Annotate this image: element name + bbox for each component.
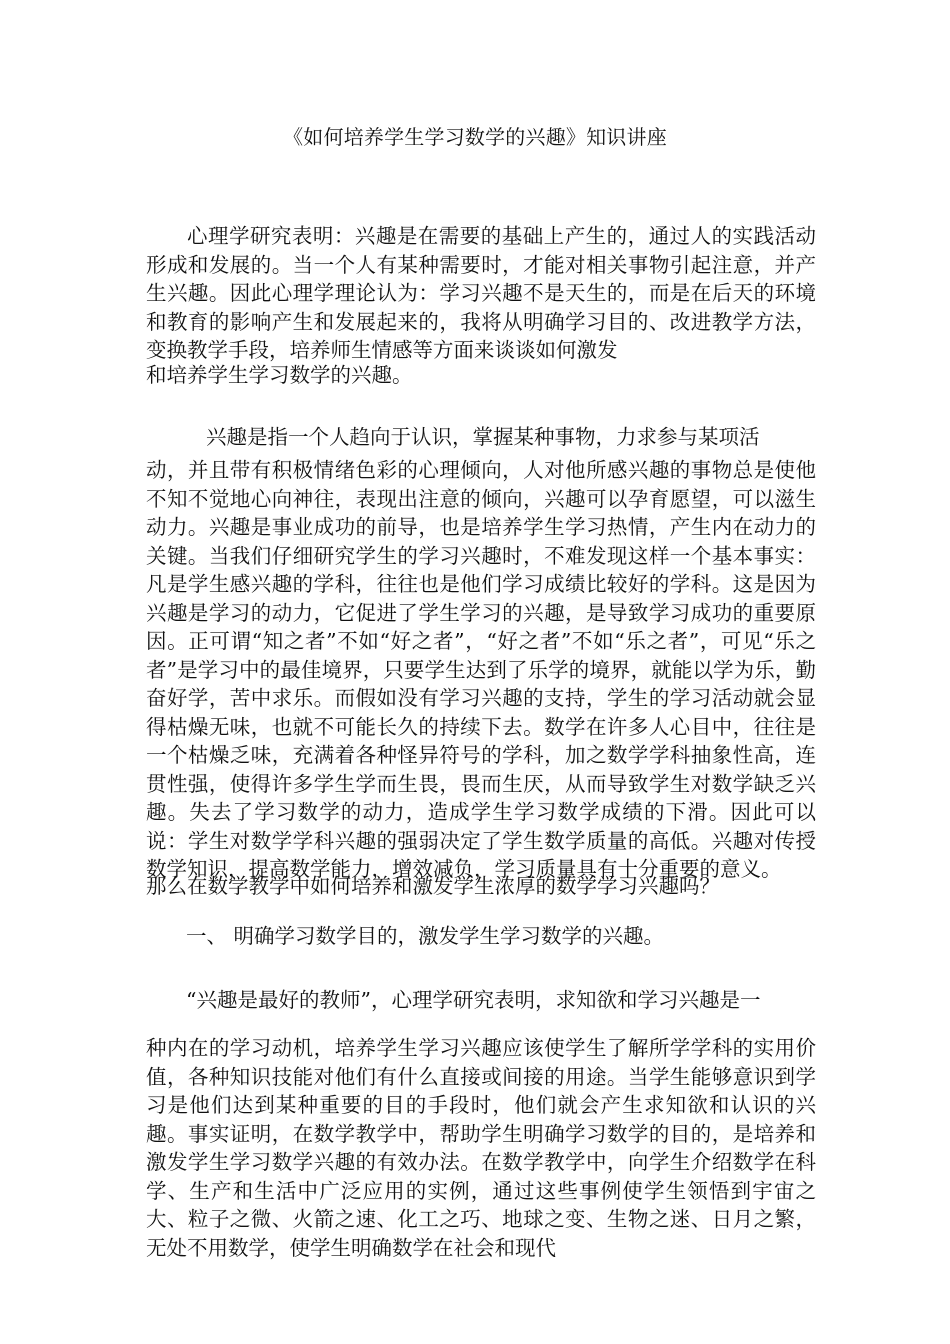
paragraph-interest-first-line: 兴趣是指一个人趋向于认识，掌握某种事物，力求参与某项活 [206,425,760,449]
paragraph-goal-body: 种内在的学习动机，培养学生学习兴趣应该使学生了解所学学科的实用价值，各种知识技能对他们有什么直接或间接的用途。当学生能够意识到学习是他们达到某种重要的目的手段时，他们就会产生求知欲和认识的兴趣。事实证明，在数学教学中，帮助学生明确学习数学的目的，是培养和激发学生学习数学兴趣的有效办法。在数学教学中，向学生介绍数学在科学、生产和生活中广泛应用的实例，通过这些事例使学生领悟到宇宙之大、粒子之微、火箭之速、化工之巧、地球之变、生物之迷、日月之繁，无处不用数学，使学生明确数学在社会和现代 [146,1036,816,1260]
paragraph-goal-first-line: “兴趣是最好的教师”，心理学研究表明，求知欲和学习兴趣是一 [186,988,761,1012]
paragraph-intro-tail: 和培养学生学习数学的兴趣。 [146,363,413,387]
section-heading-1: 一、 明确学习数学目的，激发学生学习数学的兴趣。 [186,924,665,948]
paragraph-interest-body: 动，并且带有积极情绪色彩的心理倾向，人对他所感兴趣的事物总是使他不知不觉地心向神往，表现出注意的倾向，兴趣可以孕育愿望，可以滋生动力。兴趣是事业成功的前导，也是培养学生学习热情，产生内在动力的关键。当我们仔细研究学生的学习兴趣时，不难发现这样一个基本事实：凡是学生感兴趣的学科，往往也是他们学习成绩比较好的学科。这是因为兴趣是学习的动力，它促进了学生学习的兴趣，是导致学习成功的重要原因。正可谓“知之者”不如“好之者”，“好之者”不如“乐之者”，可见“乐之者”是学习中的最佳境界，只要学生达到了乐学的境界，就能以学为乐，勤奋好学，苦中求乐。而假如没有学习兴趣的支持，学生的学习活动就会显得枯燥无味，也就不可能长久的持续下去。数学在许多人心目中，往往是一个枯燥乏味，充满着各种怪异符号的学科，加之数学学科抽象性高，连贯性强，使得许多学生学而生畏，畏而生厌，从而导致学生对数学缺乏兴趣。失去了学习数学的动力，造成学生学习数学成绩的下滑。因此可以说：学生对数学学科兴趣的强弱决定了学生数学质量的高低。兴趣对传授数学知识，提高数学能力，增效减负，学习质量具有十分重要的意义。 [146,458,816,881]
paragraph-intro: 心理学研究表明：兴趣是在需要的基础上产生的，通过人的实践活动形成和发展的。当一个人有某种需要时，才能对相关事物引起注意，并产生兴趣。因此心理学理论认为：学习兴趣不是天生的，而是在后天的环境和教育的影响产生和发展起来的，我将从明确学习目的、改进教学方法，变换教学手段，培养师生情感等方面来谈谈如何激发 [146,224,816,362]
document-title: 《如何培养学生学习数学的兴趣》知识讲座 [283,125,667,149]
paragraph-question: 那么在数学教学中如何培养和激发学生浓厚的数学学习兴趣吗？ [146,874,720,898]
